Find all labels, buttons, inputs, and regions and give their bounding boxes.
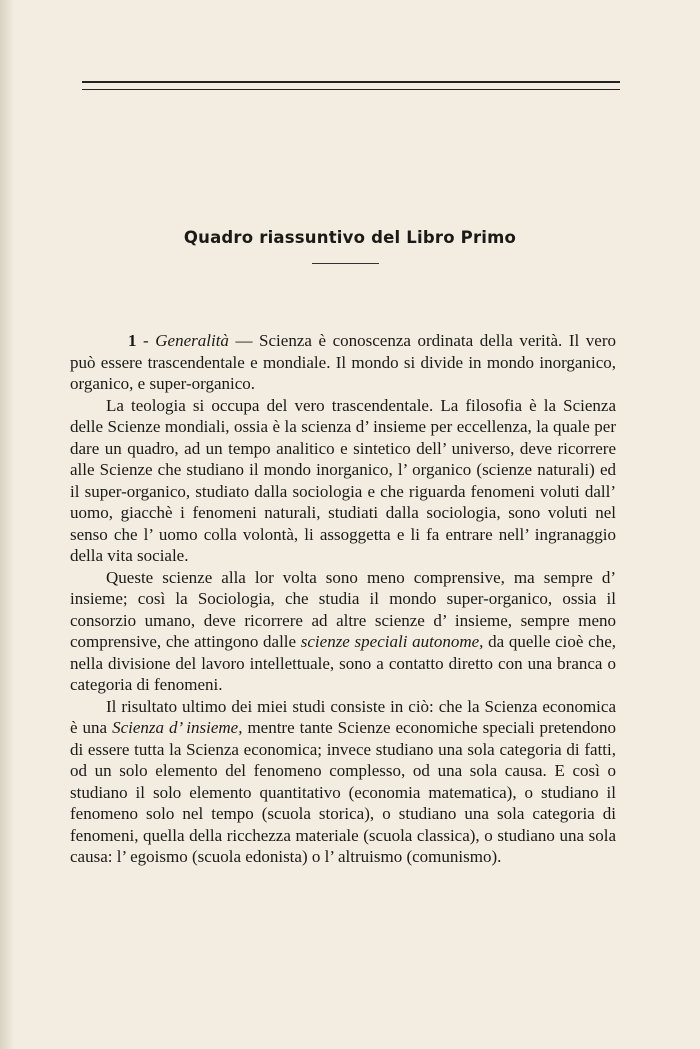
paragraph-4-text-a: Il risultato ultimo dei miei studi consiste in ciò: che la Scienza economica è una (70, 696, 616, 737)
paragraph-2: La teologia si occupa del vero trascendentale. La filosofia è la Scienza delle Scienze mondiali, ossia è la scienza d’ insieme per eccellenza, la quale per dare un quadro, ad un tempo analitico e sintetico dell’ universo, deve ricorrere alle Scienze che studiano il mondo inorganico, l’ organico (scienze naturali) ed il super-organico, studiato dalla sociologia e che riguarda fenomeni voluti dall’ uomo, giacchè i fenomeni naturali, studiati dalla sociologia, sono voluti nel senso che l’ uomo colla volontà, li assoggetta e li fa entrare nell’ ingranaggio della vita sociale. (70, 395, 616, 565)
paragraph-3 (70, 567, 616, 696)
section-title: Quadro riassuntivo del Libro Primo (183, 228, 517, 247)
paragraph-4-text-b: mentre tante Scienze economiche speciali pretendono di essere tutta la Scienza economica; invece studiano una sola categoria di fatti, od un solo elemento del fenomeno complesso, od una sola causa. E così o studiano il solo elemento quantitativo (economia matematica), o studiano il fenomeno solo nel tempo (scuola storica), o studiano una sola categoria di fenomeni, quella della ricchezza materiale (scuola classica), o studiano una sola causa: l’ egoismo (scuola edonista) o l’ altruismo (comunismo). (70, 718, 617, 866)
paragraph-3-text-a: Queste scienze alla lor volta sono meno comprensive, ma sempre d’ insieme; così la Sociologia, che studia il mondo super-organico, ossia il consorzio umano, deve ricorrere ad altre scienze d’ insieme, sempre meno comprensive, che attingono dalle (70, 567, 616, 651)
paragraph-3-text-b: da quelle cioè che, nella divisione del lavoro intellettuale, sono a contatto diretto con una branca o categoria di fenomeni. (70, 632, 616, 694)
header-rule-top (82, 81, 620, 83)
paragraph-1-text: — Scienza è conoscenza ordinata della verità. Il vero può essere trascendentale e mondiale. Il mondo si divide in mondo inorganico, organico, e super-organico. (70, 331, 616, 393)
header-rule-bottom (82, 89, 620, 90)
paragraph-4-emphasis: Scienza d’ insieme, (112, 718, 243, 737)
body-text (70, 330, 616, 868)
title-underline (312, 263, 379, 264)
page-binding-shadow (0, 0, 14, 1049)
paragraph-1 (70, 330, 616, 395)
paragraph-3-emphasis: scienze speciali autonome, (300, 632, 484, 651)
section-heading: Generalità (155, 331, 229, 350)
section-number: 1 (128, 331, 137, 350)
section-dash: - (136, 331, 156, 350)
paragraph-4 (70, 696, 616, 868)
